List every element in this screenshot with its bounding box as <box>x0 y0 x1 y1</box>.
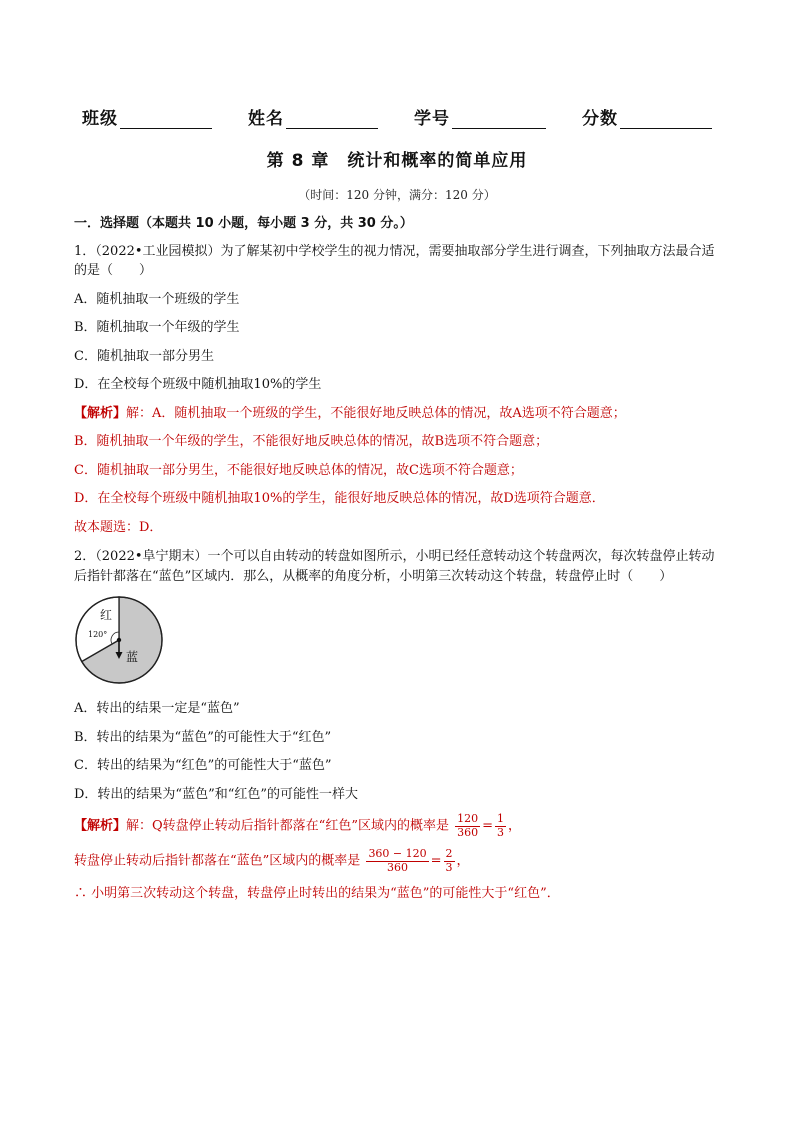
question-2 <box>74 547 724 903</box>
fraction-120-360: $\frac{120}{360}$ <box>457 812 479 839</box>
q2-option-d: D．转出的结果为“蓝色”和“红色”的可能性一样大 <box>74 786 359 802</box>
section-heading: 一．选择题（本题共 10 小题，每小题 3 分，共 30 分。） <box>74 216 413 231</box>
id-field <box>414 104 546 129</box>
q2-option-c: C．转出的结果为“红色”的可能性大于“蓝色” <box>74 758 332 773</box>
q1-option-c: C．随机抽取一部分男生 <box>74 348 214 364</box>
spinner-diagram <box>74 595 164 685</box>
q1-solution-line-2: B．随机抽取一个年级的学生，不能很好地反映总体的情况，故B选项不符合题意； <box>74 434 549 449</box>
q1-option-a: A．随机抽取一个班级的学生 <box>74 291 240 307</box>
student-info-row <box>0 104 794 129</box>
score-label: 分数 <box>582 109 618 129</box>
q2-option-a: A．转出的结果一定是“蓝色” <box>74 701 240 716</box>
class-label: 班级 <box>82 109 118 129</box>
name-label: 姓名 <box>248 109 284 129</box>
fraction-1-3: $\frac{1}{3}$ <box>497 812 505 839</box>
class-field <box>82 104 212 129</box>
q1-option-b: B．随机抽取一个年级的学生 <box>74 320 240 335</box>
score-blank[interactable] <box>620 110 712 129</box>
q1-solution-label: 【解析】 <box>74 405 127 421</box>
q1-solution-line-1: 【解析】解：A．随机抽取一个班级的学生，不能很好地反映总体的情况，故A选项不符合题意； <box>74 405 626 421</box>
score-field <box>582 104 712 129</box>
q1-option-d: D．在全校每个班级中随机抽取10%的学生 <box>74 377 322 392</box>
class-blank[interactable] <box>120 110 212 129</box>
q1-solution-line-4: D．在全校每个班级中随机抽取10%的学生，能很好地反映总体的情况，故D选项符合题意． <box>74 491 605 506</box>
question-2-stem: 2．（2022•阜宁期末）一个可以自由转动的转盘如图所示，小明已经任意转动这个转盘两次，每次转盘停止转动后指针都落在“蓝色”区域内．那么，从概率的角度分析，小明第三次转动这个转盘，转盘停止时（ ） <box>74 549 715 584</box>
id-blank[interactable] <box>452 110 546 129</box>
question-1 <box>74 242 724 538</box>
fraction-240-360: $\frac{360 - 120}{360}$ <box>368 847 427 874</box>
name-blank[interactable] <box>286 110 378 129</box>
q2-solution-line-2: 转盘停止转动后指针都落在“蓝色”区域内的概率是 $\frac{360 - 120}{360}$ = $\frac{2}{3}$ ， <box>74 847 470 874</box>
chapter-title: 第 8 章 统计和概率的简单应用 <box>266 151 528 171</box>
q2-solution-line-1: 【解析】解：Q转盘停止转动后指针都落在“红色”区域内的概率是 $\frac{120}{360}$ = $\frac{1}{3}$ ， <box>74 812 522 839</box>
spinner-figure <box>74 595 164 685</box>
q2-solution-label: 【解析】 <box>74 818 127 834</box>
questions-content <box>74 214 724 913</box>
question-1-stem: 1．（2022•工业园模拟）为了解某初中学校学生的视力情况，需要抽取部分学生进行调查，下列抽取方法最合适的是（ ） <box>74 243 715 278</box>
q2-conclusion: ∴ 小明第三次转动这个转盘，转盘停止时转出的结果为“蓝色”的可能性大于“红色”． <box>74 885 560 901</box>
red-label: 红 <box>100 608 113 622</box>
q1-solution-line-3: C．随机抽取一部分男生，不能很好地反映总体的情况，故C选项不符合题意； <box>74 462 523 478</box>
name-field <box>248 104 378 129</box>
q1-answer: 故本题选：D． <box>74 519 163 535</box>
blue-label: 蓝 <box>126 650 139 664</box>
angle-label: 120° <box>88 630 108 639</box>
time-note: （时间：120 分钟，满分：120 分） <box>298 188 496 202</box>
q2-option-b: B．转出的结果为“蓝色”的可能性大于“红色” <box>74 729 332 745</box>
id-label: 学号 <box>414 109 450 129</box>
pointer-hub <box>117 638 121 642</box>
fraction-2-3: $\frac{2}{3}$ <box>445 847 453 874</box>
